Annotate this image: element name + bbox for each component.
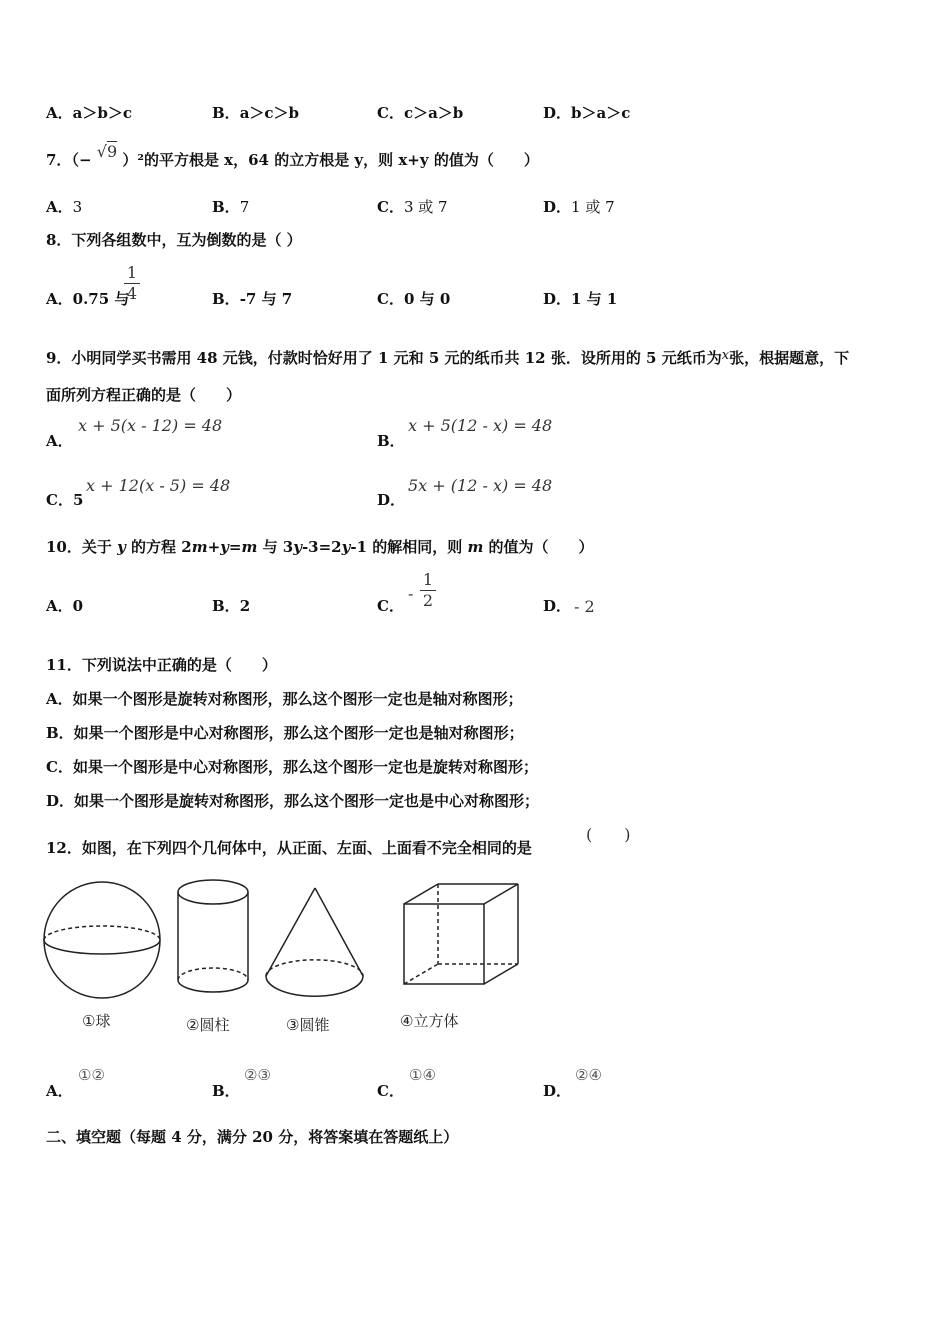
q9-stem-line2: 面所列方程正确的是（ ） bbox=[46, 386, 242, 404]
q12-option-c-value: ①④ bbox=[409, 1066, 436, 1084]
q9-option-c-letter: C．5 bbox=[46, 491, 84, 509]
q8-stem: 8．下列各组数中，互为倒数的是（ ） bbox=[46, 231, 302, 249]
q9-option-d-equation: 5x + (12 - x) = 48 bbox=[408, 476, 553, 495]
q8-option-c: C．0 与 0 bbox=[377, 290, 451, 308]
label-cylinder: ②圆柱 bbox=[186, 1016, 230, 1034]
q10-option-c-fraction: 1 2 bbox=[420, 571, 436, 610]
q7-option-b: B．7 bbox=[212, 198, 250, 216]
q9-stem-line1: 9．小明同学买书需用 48 元钱，付款时恰好用了 1 元和 5 元的纸币共 12 张．设所用的 5 元纸币为x张，根据题意，下 bbox=[46, 348, 850, 367]
q12-option-c-letter: C． bbox=[377, 1082, 404, 1100]
q6-option-c: C．c＞a＞b bbox=[377, 104, 464, 122]
q6-option-d: D．b＞a＞c bbox=[543, 104, 631, 122]
q11-option-a: A．如果一个图形是旋转对称图形，那么这个图形一定也是轴对称图形； bbox=[46, 690, 523, 708]
q9-option-a-letter: A． bbox=[46, 432, 73, 450]
q11-option-c: C．如果一个图形是中心对称图形，那么这个图形一定也是旋转对称图形； bbox=[46, 758, 538, 776]
q10-stem: 10．关于 y 的方程 2m+y=m 与 3y-3=2y-1 的解相同，则 m 的值为（ ） bbox=[46, 538, 594, 556]
label-sphere: ①球 bbox=[82, 1012, 111, 1030]
q9-option-d-letter: D． bbox=[377, 491, 406, 509]
q9-option-c-equation: x + 12(x - 5) = 48 bbox=[86, 476, 231, 495]
q6-option-b: B．a＞c＞b bbox=[212, 104, 300, 122]
q12-solids-figure bbox=[38, 872, 538, 1002]
q8-option-d: D．1 与 1 bbox=[543, 290, 618, 308]
q10-option-c: C． bbox=[377, 597, 404, 615]
q11-option-d: D．如果一个图形是旋转对称图形，那么这个图形一定也是中心对称图形； bbox=[46, 792, 540, 810]
q6-option-a: A．a＞b＞c bbox=[46, 104, 132, 122]
q12-stem: 12．如图，在下列四个几何体中，从正面、左面、上面看不完全相同的是 bbox=[46, 839, 532, 857]
q10-option-c-sign: - bbox=[408, 584, 414, 603]
q12-option-a-value: ①② bbox=[78, 1066, 105, 1084]
q8-fraction: 1 4 bbox=[124, 264, 140, 303]
q11-stem: 11．下列说法中正确的是（ ） bbox=[46, 656, 277, 674]
label-cube: ④立方体 bbox=[400, 1012, 459, 1030]
q12-option-b-value: ②③ bbox=[244, 1066, 271, 1084]
q10-option-b: B．2 bbox=[212, 597, 251, 615]
q7-option-c: C．3 或 7 bbox=[377, 198, 448, 216]
q10-option-d-letter: D． bbox=[543, 597, 572, 615]
section2-heading: 二、填空题（每题 4 分，满分 20 分，将答案填在答题纸上） bbox=[46, 1128, 459, 1146]
q10-option-a: A．0 bbox=[46, 597, 84, 615]
sqrt-nine: √9 bbox=[96, 142, 118, 161]
q8-option-b: B．-7 与 7 bbox=[212, 290, 293, 308]
q9-option-b-equation: x + 5(12 - x) = 48 bbox=[408, 416, 553, 435]
q12-option-a-letter: A． bbox=[46, 1082, 73, 1100]
q7-stem: 7．（− √9 ）²的平方根是 x，64 的立方根是 y，则 x+y 的值为（ ） bbox=[46, 142, 539, 169]
cylinder-shape bbox=[178, 880, 248, 992]
q12-paren: ( ) bbox=[586, 825, 631, 844]
q9-option-a-equation: x + 5(x - 12) = 48 bbox=[78, 416, 223, 435]
q8-option-a: A．0.75 与 bbox=[46, 290, 130, 308]
q10-option-d-value: - 2 bbox=[574, 597, 595, 616]
cube-shape bbox=[404, 884, 518, 984]
q11-option-b: B．如果一个图形是中心对称图形，那么这个图形一定也是轴对称图形； bbox=[46, 724, 524, 742]
sphere-shape bbox=[44, 882, 160, 998]
label-cone: ③圆锥 bbox=[286, 1016, 330, 1034]
q12-option-d-value: ②④ bbox=[575, 1066, 602, 1084]
q7-option-d: D．1 或 7 bbox=[543, 198, 615, 216]
q7-option-a: A．3 bbox=[46, 198, 83, 216]
q12-option-b-letter: B． bbox=[212, 1082, 240, 1100]
q9-option-b-letter: B． bbox=[377, 432, 405, 450]
cone-shape bbox=[266, 888, 363, 996]
q12-option-d-letter: D． bbox=[543, 1082, 572, 1100]
